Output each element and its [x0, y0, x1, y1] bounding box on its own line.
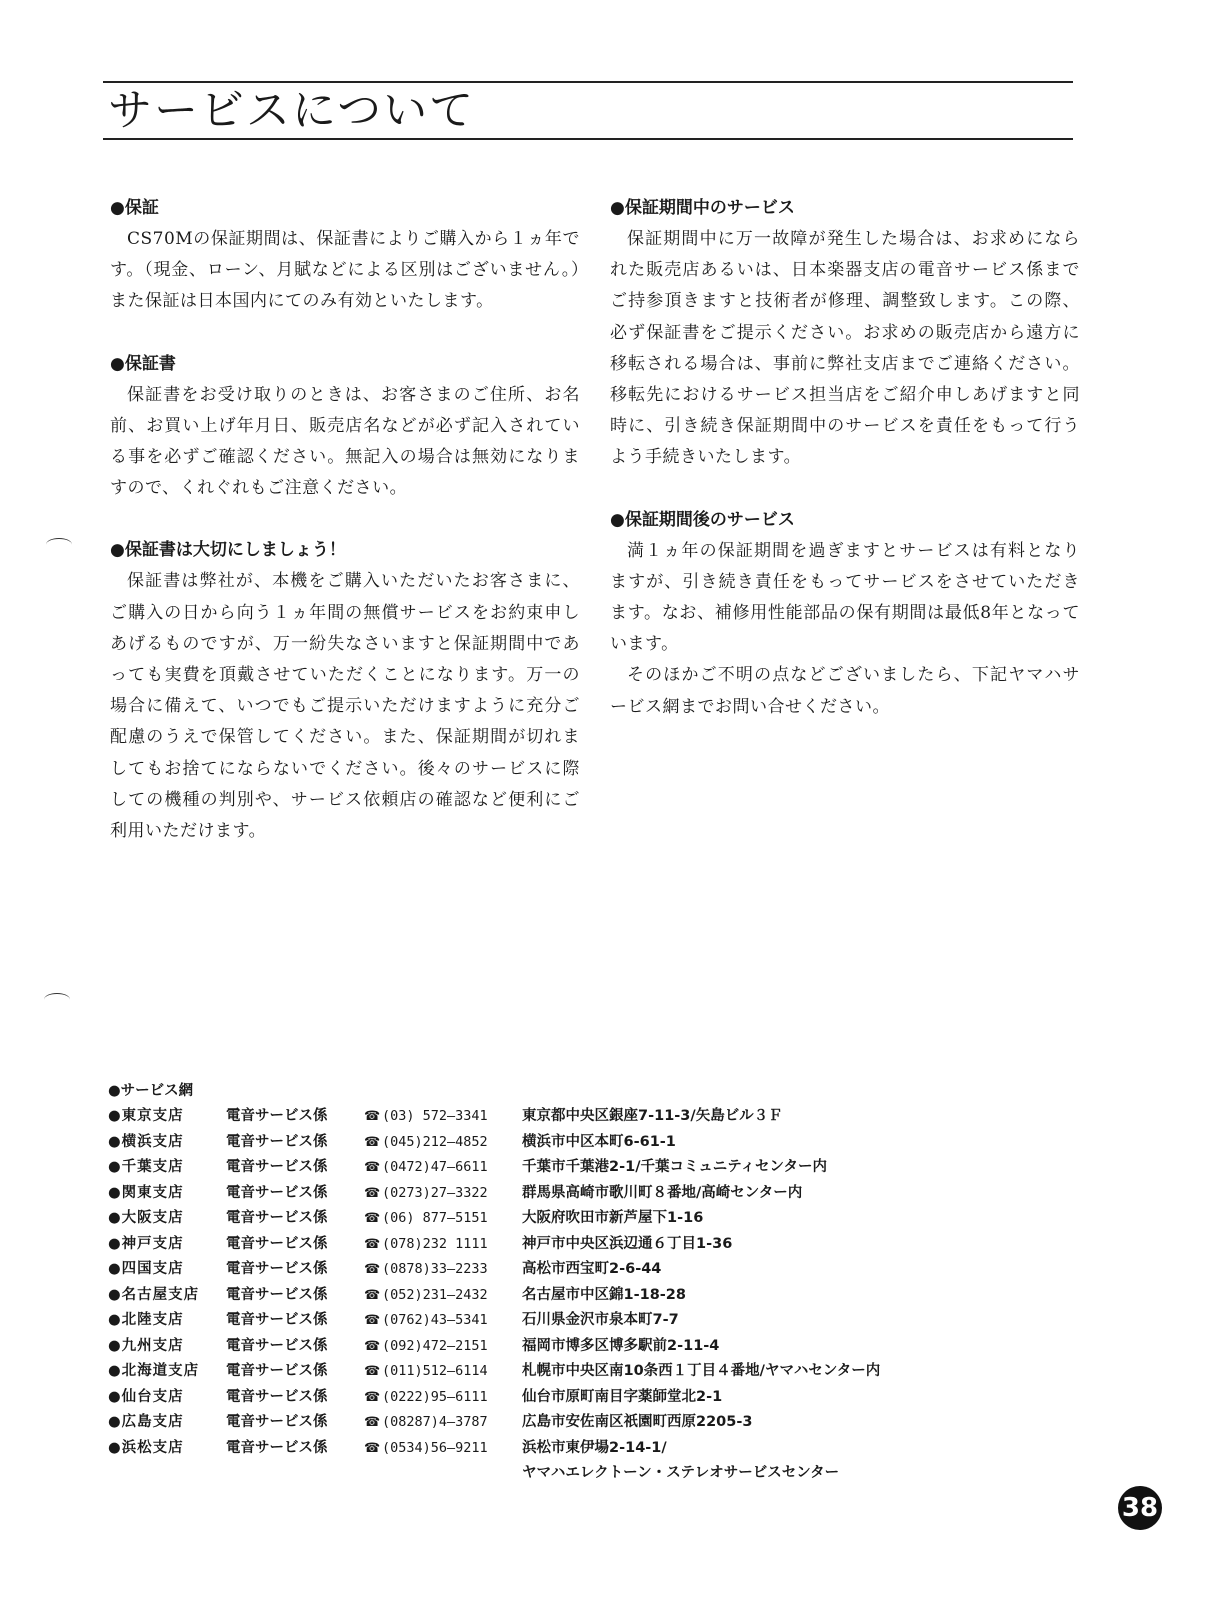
phone-number [364, 1334, 522, 1360]
phone-number-text: (0472)47―6611 [382, 1159, 488, 1175]
section-warranty [110, 192, 580, 318]
branch-name: ●広島支店 [108, 1414, 184, 1430]
section-service-after-warranty [610, 504, 1080, 723]
binding-mark [46, 538, 72, 551]
phone-number-text: (052)231―2432 [382, 1286, 488, 1303]
branch-name: ●神戸支店 [108, 1235, 184, 1252]
service-row [108, 1130, 1008, 1156]
section-body [610, 536, 1080, 723]
page-title: サービスについて [108, 85, 476, 136]
service-row [108, 1385, 1008, 1411]
branch-name: ●浜松支店 [108, 1439, 184, 1456]
phone-number-text: (0534)56―9211 [382, 1439, 488, 1456]
telephone-icon: ☎ [364, 1262, 381, 1277]
branch-name: ●横浜支店 [108, 1133, 184, 1150]
branch-name: ●北陸支店 [108, 1312, 184, 1328]
service-row [108, 1155, 1008, 1181]
branch-address: 名古屋市中区錦1-18-28 [522, 1286, 686, 1303]
section-paragraph: 保証書は弊社が、本機をご購入いただいたお客さまに、ご購入の日から向う１ヵ年間の無償サービスをお約束申しあげるものですが、万一紛失なさいますと保証期間中であっても実費を頂戴させていただくことになります。万一の場合に備えて、いつでもご提示いただけますように充分ご配慮のうえで保管してください。また、保証期間が切れましてもお捨てにならないでください。後々のサービスに際しての機種の判別や、サービス依頼店の確認など便利にご利用いただけます。 [110, 571, 580, 842]
telephone-icon: ☎ [364, 1185, 381, 1201]
phone-number-text: (078)232 1111 [382, 1235, 488, 1252]
phone-number [364, 1232, 522, 1258]
section-body [110, 566, 580, 847]
branch-address: 石川県金沢市泉本町7-7 [522, 1312, 679, 1328]
phone-number [364, 1181, 522, 1207]
left-column [110, 192, 580, 877]
phone-number-text: (06) 877―5151 [382, 1210, 488, 1226]
page-number: 38 [1118, 1486, 1162, 1530]
branch-address: 群馬県高崎市歌川町８番地/高崎センター内 [522, 1184, 803, 1201]
department-name: 電音サービス係 [226, 1184, 328, 1201]
branch-name: ●名古屋支店 [108, 1286, 200, 1303]
branch-address: 札幌市中央区南10条西１丁目４番地/ヤマハセンター内 [522, 1363, 881, 1379]
service-row [108, 1410, 1008, 1436]
department-name: 電音サービス係 [226, 1133, 328, 1150]
service-network-list [108, 1104, 1008, 1461]
branch-name: ●大阪支店 [108, 1210, 184, 1226]
department-name: 電音サービス係 [226, 1363, 328, 1379]
phone-number [364, 1436, 522, 1462]
service-row [108, 1206, 1008, 1232]
section-service-during-warranty [610, 192, 1080, 474]
phone-number-text: (0222)95―6111 [382, 1388, 488, 1405]
telephone-icon: ☎ [364, 1211, 381, 1226]
section-heading: ●保証 [110, 198, 159, 218]
branch-address: 仙台市原町南目字薬師堂北2-1 [522, 1388, 723, 1405]
telephone-icon: ☎ [364, 1338, 381, 1354]
phone-number [364, 1410, 522, 1436]
section-paragraph: 満１ヵ年の保証期間を過ぎますとサービスは有料となりますが、引き続き責任をもってサービスをさせていただきます。なお、補修用性能部品の保有期間は最低8年となっています。 [610, 540, 1080, 655]
service-row [108, 1334, 1008, 1360]
phone-number [364, 1308, 522, 1334]
department-name: 電音サービス係 [226, 1159, 328, 1175]
section-heading: ●保証期間後のサービス [610, 509, 795, 530]
phone-number-text: (03) 572―3341 [382, 1108, 488, 1124]
branch-name: ●東京支店 [108, 1108, 184, 1124]
phone-number-text: (0273)27―3322 [382, 1184, 488, 1201]
title-rule-bottom [103, 138, 1073, 140]
department-name: 電音サービス係 [226, 1108, 328, 1124]
branch-address: 神戸市中央区浜辺通６丁目1-36 [522, 1235, 733, 1252]
phone-number-text: (08287)4―3787 [382, 1414, 488, 1430]
phone-number-text: (092)472―2151 [382, 1337, 488, 1354]
branch-name: ●四国支店 [108, 1261, 184, 1277]
service-row [108, 1257, 1008, 1283]
phone-number-text: (045)212―4852 [382, 1133, 488, 1150]
section-body [610, 224, 1080, 474]
branch-name: ●関東支店 [108, 1184, 184, 1201]
branch-address: 浜松市東伊場2-14-1/ [522, 1439, 667, 1456]
service-row [108, 1308, 1008, 1334]
telephone-icon: ☎ [364, 1236, 381, 1252]
service-row [108, 1232, 1008, 1258]
department-name: 電音サービス係 [226, 1439, 328, 1456]
service-row [108, 1436, 1008, 1462]
section-paragraph: そのほかご不明の点などございましたら、下記ヤマハサービス網までお問い合せください。 [610, 665, 1080, 717]
department-name: 電音サービス係 [226, 1337, 328, 1354]
phone-number [364, 1385, 522, 1411]
department-name: 電音サービス係 [226, 1388, 328, 1405]
phone-number-text: (0762)43―5341 [382, 1312, 488, 1328]
phone-number-text: (0878)33―2233 [382, 1261, 488, 1277]
section-heading: ●保証期間中のサービス [610, 198, 795, 218]
section-paragraph: 保証期間中に万一故障が発生した場合は、お求めになられた販売店あるいは、日本楽器支店の電音サービス係までご持参頂きますと技術者が修理、調整致します。この際、必ず保証書をご提示ください。お求めの販売店から遠方に移転される場合は、事前に弊社支店までご連絡ください。移転先におけるサービス担当店をご紹介申しあげますと同時に、引き続き保証期間中のサービスを責任をもって行うよう手続きいたします。 [610, 229, 1080, 468]
service-row [108, 1283, 1008, 1309]
section-body [110, 380, 580, 505]
branch-address: 横浜市中区本町6-61-1 [522, 1133, 676, 1150]
telephone-icon: ☎ [364, 1313, 381, 1328]
department-name: 電音サービス係 [226, 1286, 328, 1303]
phone-number [364, 1359, 522, 1385]
phone-number [364, 1257, 522, 1283]
branch-address: 福岡市博多区博多駅前2-11-4 [522, 1337, 720, 1354]
section-paragraph: 保証書をお受け取りのときは、お客さまのご住所、お名前、お買い上げ年月日、販売店名などが必ず記入されている事を必ずご確認ください。無記入の場合は無効になりますので、くれぐれもご注意ください。 [110, 384, 580, 499]
title-rule-top [103, 81, 1073, 83]
branch-address: 千葉市千葉港2-1/千葉コミュニティセンター内 [522, 1159, 827, 1175]
section-paragraph: CS70Mの保証期間は、保証書によりご購入から１ヵ年です。（現金、ローン、月賦などによる区別はございません。）また保証は日本国内にてのみ有効といたします。 [110, 229, 580, 312]
phone-number [364, 1283, 522, 1309]
section-keep-warranty [110, 534, 580, 847]
branch-name: ●千葉支店 [108, 1159, 184, 1175]
phone-number [364, 1155, 522, 1181]
phone-number [364, 1104, 522, 1130]
phone-number [364, 1130, 522, 1156]
branch-address: 大阪府吹田市新芦屋下1-16 [522, 1210, 704, 1226]
telephone-icon: ☎ [364, 1364, 381, 1379]
phone-number-text: (011)512―6114 [382, 1363, 488, 1379]
service-row [108, 1181, 1008, 1207]
section-warranty-card [110, 348, 580, 505]
telephone-icon: ☎ [364, 1389, 381, 1405]
phone-number [364, 1206, 522, 1232]
department-name: 電音サービス係 [226, 1312, 328, 1328]
branch-address: 高松市西宝町2-6-44 [522, 1261, 662, 1277]
right-column [610, 192, 1080, 753]
branch-name: ●九州支店 [108, 1337, 184, 1354]
telephone-icon: ☎ [364, 1134, 381, 1150]
branch-name: ●仙台支店 [108, 1388, 184, 1405]
binding-mark [44, 993, 70, 1006]
section-heading: ●保証書 [110, 353, 176, 374]
branch-address: 広島市安佐南区祇園町西原2205-3 [522, 1414, 753, 1430]
address-continuation: ヤマハエレクトーン・ステレオサービスセンター [522, 1465, 840, 1481]
telephone-icon: ☎ [364, 1109, 381, 1124]
branch-name: ●北海道支店 [108, 1363, 200, 1379]
telephone-icon: ☎ [364, 1160, 381, 1175]
department-name: 電音サービス係 [226, 1414, 328, 1430]
section-body [110, 224, 580, 318]
branch-address: 東京都中央区銀座7-11-3/矢島ビル３Ｆ [522, 1108, 783, 1124]
service-row [108, 1104, 1008, 1130]
department-name: 電音サービス係 [226, 1210, 328, 1226]
telephone-icon: ☎ [364, 1287, 381, 1303]
telephone-icon: ☎ [364, 1415, 381, 1430]
telephone-icon: ☎ [364, 1440, 381, 1456]
service-row [108, 1359, 1008, 1385]
department-name: 電音サービス係 [226, 1261, 328, 1277]
service-network [108, 1078, 1008, 1487]
department-name: 電音サービス係 [226, 1235, 328, 1252]
section-heading: ●保証書は大切にしましょう！ [110, 540, 346, 561]
service-network-title: ●サービス網 [108, 1083, 194, 1099]
